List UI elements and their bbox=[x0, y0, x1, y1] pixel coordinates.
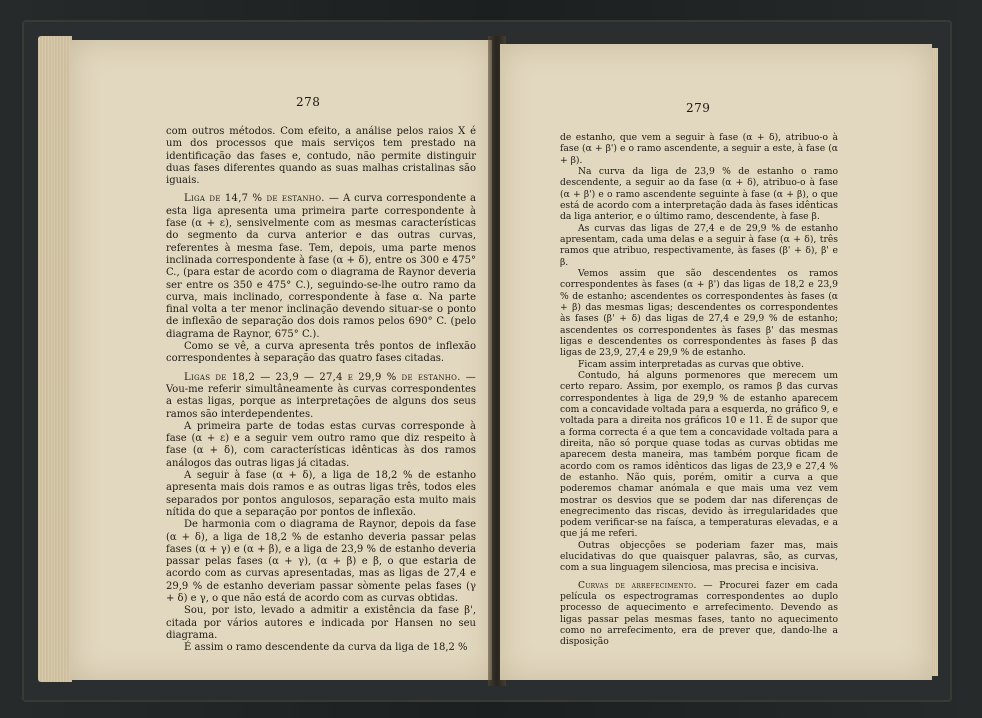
left-page-text bbox=[166, 126, 476, 654]
paragraph: Curvas de arrefecimento. — Procurei fazer em cada película os espectrogramas correspondentes ao duplo processo de aquecimento e arrefecimento. Devendo as ligas passar pelas mesmas fases, tanto no aquecimento como no arrefecimento, era de prever que, dando-lhe a disposição bbox=[560, 579, 838, 648]
paragraph: Contudo, há alguns pormenores que merecem um certo reparo. Assim, por exemplo, os ramos β das curvas correspondentes à liga de 29,9 % de estanho aparecem com a concavidade voltada para a esquerda, no gráfico 9, e voltada para a direita nos gráficos 10 e 11. É de supor que a forma correcta é a que tem a concavidade voltada para a direita, não só porque quase todas as curvas obtidas me aparecem desta maneira, mas também porque ficam de acordo com os ramos idênticos das ligas de 23,9 e 27,4 % de estanho. Não quis, porém, omitir a curva a que poderemos chamar anómala e que mais uma vez vem mostrar os desvios que se podem dar nas diferenças de enegrecimento das riscas, devido às irregularidades que podem verificar-se na faísca, a temperaturas elevadas, e a que já me referi. bbox=[560, 369, 838, 540]
paragraph: com outros métodos. Com efeito, a análise pelos raios X é um dos processos que mais serviços tem prestado na identificação das fases e, contudo, não permite distinguir duas fases diferentes quando as suas malhas cristalinas são iguais. bbox=[166, 126, 476, 187]
paragraph: De harmonia com o diagrama de Raynor, depois da fase (α + δ), a liga de 18,2 % de estanho deveria passar pelas fases (α + γ) e (α + β), e a liga de 23,9 % de estanho deveria passar pelas fases (α + γ), (α + β) e β, o que estaria de acordo com as curvas apresentadas, mas as ligas de 27,4 e 29,9 % de estanho deveriam passar sòmente pelas fases (γ + δ) e γ, o que não está de acordo com as curvas obtidas. bbox=[166, 519, 476, 604]
paragraph: de estanho, que vem a seguir à fase (α + δ), atribuo-o à fase (α + β') e o ramo ascendente, a seguir a este, à fase (α + β). bbox=[560, 132, 838, 166]
section-heading: Ligas de 18,2 — 23,9 — 27,4 e 29,9 % de estanho. — bbox=[184, 371, 476, 383]
right-page-text bbox=[560, 132, 838, 648]
paragraph: Como se vê, a curva apresenta três pontos de inflexão correspondentes à separação das quatro fases citadas. bbox=[166, 341, 476, 365]
left-page bbox=[70, 40, 492, 680]
page-number: 278 bbox=[296, 95, 321, 109]
paragraph: Outras objecções se poderiam fazer mas, mais elucidativas do que quaisquer palavras, são, as curvas, com a sua linguagem silenciosa, mas precisa e incisiva. bbox=[560, 539, 838, 574]
paragraph: Ficam assim interpretadas as curvas que obtive. bbox=[578, 358, 804, 370]
right-page bbox=[500, 44, 932, 680]
section-heading: Curvas de arrefecimento. — bbox=[578, 579, 713, 591]
paragraph: A primeira parte de todas estas curvas corresponde à fase (α + ε) e a seguir vem outro ramo que diz respeito à fase (α + δ), com características idênticas às dos ramos análogos das outras ligas já citadas. bbox=[166, 420, 476, 469]
paragraph: Vemos assim que são descendentes os ramos correspondentes às fases (α + β') das ligas de 18,2 e 23,9 % de estanho; ascendentes os correspondentes às fases (α + β) das mesmas ligas; descendentes os correspondentes às fases (β' + δ) das ligas de 27,4 e 29,9 % de estanho; ascendentes os correspondentes às fases β' das mesmas ligas e descendentes os correspondentes às fases β das ligas de 23,9, 27,4 e 29,9 % de estanho. bbox=[560, 267, 838, 359]
page-number: 279 bbox=[686, 101, 711, 115]
paragraph: Ligas de 18,2 — 23,9 — 27,4 e 29,9 % de estanho. — Vou-me referir simultâneamente às curvas correspondentes a estas ligas, porque as interpretações de alguns dos seus ramos são interdependentes. bbox=[166, 371, 476, 420]
paragraph: Liga de 14,7 % de estanho. — A curva correspondente a esta liga apresenta uma primeira parte correspondente à fase (α + ε), sensivelmente com as mesmas características do segmento da curva anterior e das outras curvas, referentes à mesma fase. Tem, depois, uma parte menos inclinada correspondente à fase (α + δ), entre os 300 e 475° C., (para estar de acordo com o diagrama de Raynor deveria ser entre os 350 e 475° C.), seguindo-se-lhe outro ramo da curva, mais inclinado, correspondente à fase α. Na parte final volta a ter menor inclinação devendo situar-se o ponto de inflexão de separação dos dois ramos pelos 690° C. (pelo diagrama de Raynor, 675° C.). bbox=[166, 193, 476, 340]
paragraph: Sou, por isto, levado a admitir a existência da fase β', citada por vários autores e indicada por Hansen no seu diagrama. bbox=[166, 605, 476, 641]
page-edges-left bbox=[38, 36, 72, 682]
section-heading: Liga de 14,7 % de estanho. — bbox=[184, 193, 340, 205]
paragraph: A seguir à fase (α + δ), a liga de 18,2 % de estanho apresenta mais dois ramos e as outras ligas três, todos eles separados por pontos angulosos, separação esta muito mais nítida do que a separação por pontos de inflexão. bbox=[166, 470, 476, 518]
paragraph: Na curva da liga de 23,9 % de estanho o ramo descendente, a seguir ao da fase (α + δ), atribuo-o à fase (α + β') e o ramo ascendente seguinte à fase (α + β), o que está de acordo com a interpretação dada às fases idênticas da liga anterior, e o último ramo, descendente, à fase β. bbox=[560, 165, 838, 223]
paragraph: As curvas das ligas de 27,4 e de 29,9 % de estanho apresentam, cada uma delas e a seguir à fase (α + δ), três ramos que atribuo, respectivamente, às fases (β' + δ), β' e β. bbox=[560, 222, 838, 268]
paragraph: É assim o ramo descendente da curva da liga de 18,2 % bbox=[184, 642, 468, 654]
